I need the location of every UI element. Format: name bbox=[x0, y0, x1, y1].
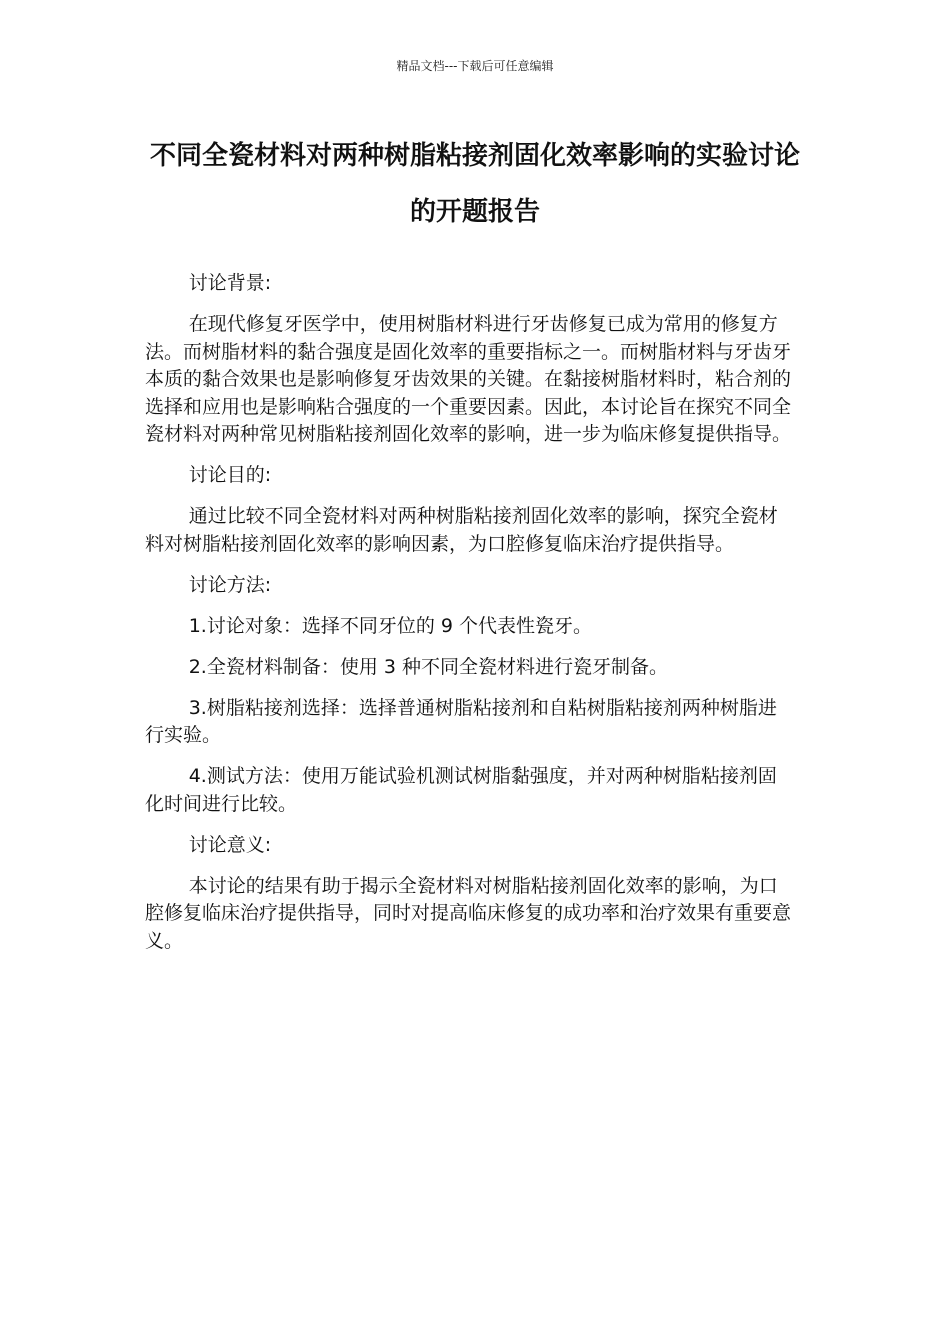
background-paragraph: 在现代修复牙医学中，使用树脂材料进行牙齿修复已成为常用的修复方法。而树脂材料的黏合强度是固化效率的重要指标之一。而树脂材料与牙齿牙本质的黏合效果也是影响修复牙齿效果的关键。在黏接树脂材料时，粘合剂的选择和应用也是影响粘合强度的一个重要因素。因此，本讨论旨在探究不同全瓷材料对两种常见树脂粘接剂固化效率的影响，进一步为临床修复提供指导。 bbox=[145, 313, 792, 445]
method-item: 3.树脂粘接剂选择：选择普通树脂粘接剂和自粘树脂粘接剂两种树脂进行实验。 bbox=[145, 696, 777, 746]
significance-heading: 讨论意义: bbox=[188, 833, 272, 856]
document-body bbox=[145, 270, 793, 969]
background-heading: 讨论背景: bbox=[188, 272, 272, 294]
method-item: 1.讨论对象：选择不同牙位的 9 个代表性瓷牙。 bbox=[188, 614, 592, 637]
method-item: 2.全瓷材料制备：使用 3 种不同全瓷材料进行瓷牙制备。 bbox=[188, 655, 668, 678]
page-header: 精品文档---下载后可任意编辑 bbox=[396, 59, 554, 73]
method-item: 4.测试方法：使用万能试验机测试树脂黏强度，并对两种树脂粘接剂固化时间进行比较。 bbox=[145, 765, 777, 815]
purpose-heading: 讨论目的: bbox=[188, 464, 272, 486]
purpose-paragraph: 通过比较不同全瓷材料对两种树脂粘接剂固化效率的影响，探究全瓷材料对树脂粘接剂固化效率的影响因素，为口腔修复临床治疗提供指导。 bbox=[145, 505, 778, 555]
significance-paragraph: 本讨论的结果有助于揭示全瓷材料对树脂粘接剂固化效率的影响，为口腔修复临床治疗提供指导，同时对提高临床修复的成功率和治疗效果有重要意义。 bbox=[145, 874, 792, 952]
method-heading: 讨论方法: bbox=[188, 573, 272, 596]
document-title: 不同全瓷材料对两种树脂粘接剂固化效率影响的实验讨论的开题报告 bbox=[149, 141, 800, 227]
